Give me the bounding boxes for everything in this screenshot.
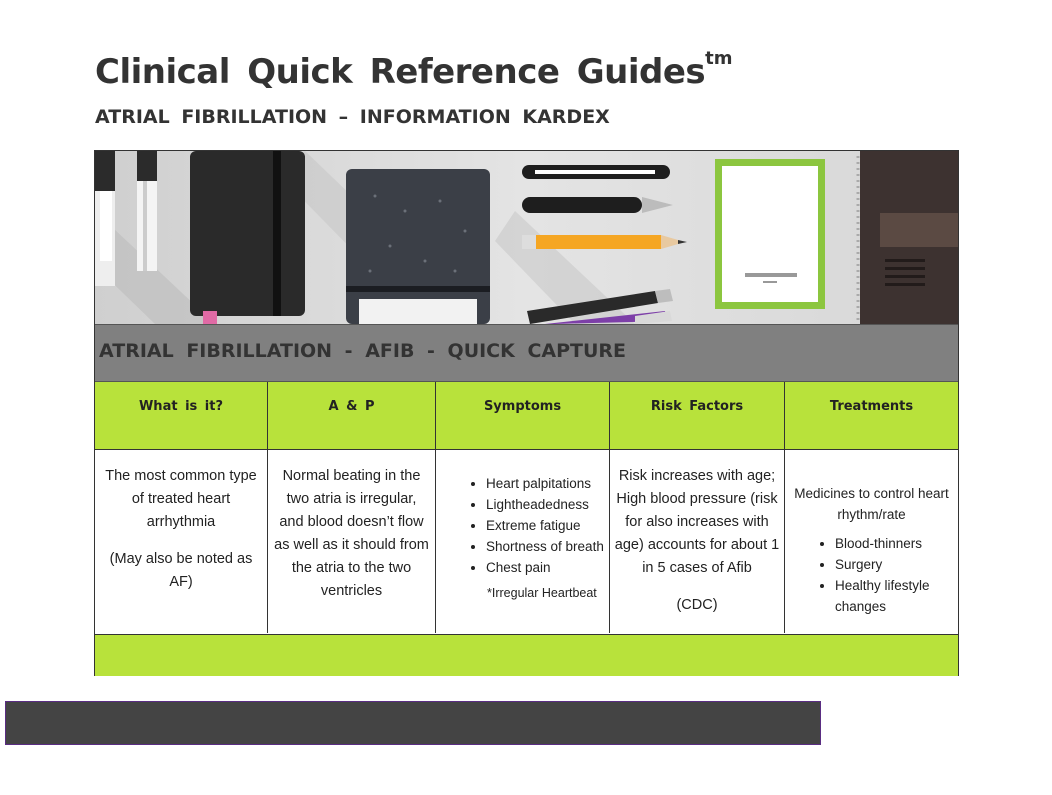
risk-text: Risk increases with age; High blood pressure (risk for also increases with age) accounts for about 1 in 5 cases of Afib [614,468,780,576]
page-footer-bar [5,701,821,745]
column-header-risk: Risk Factors [610,382,785,450]
card-footer-bar [95,634,958,676]
list-item: • Shortness of breath [486,536,609,557]
section-band-label: ATRIAL FIBRILLATION - AFIB - QUICK CAPTURE [99,340,627,362]
title-text: Clinical Quick Reference Guides [95,52,706,92]
reference-card [94,150,959,676]
risk-source: (CDC) [676,597,718,613]
list-item: • Chest pain [486,557,609,578]
column-header-what: What is it? [95,382,268,450]
stationery-banner [95,151,958,324]
ap-text: Normal beating in the two atria is irregular, and blood doesn’t flow as well as it should from the atria to the two ventricles [274,468,429,599]
symptoms-note: *Irregular Heartbeat [487,586,597,600]
list-item: • Healthy lifestyle changes [835,575,958,617]
cell-ap [268,450,436,633]
cell-risk [610,450,785,633]
what-note: (May also be noted as AF) [109,551,253,590]
book-icon [715,159,825,309]
treatments-list [785,533,958,617]
trademark-mark: tm [705,48,733,69]
treatments-intro: Medicines to control heart rhythm/rate [794,486,949,522]
symptoms-list [436,473,609,578]
pencil-icon [522,235,687,249]
list-item: • Blood-thinners [835,533,958,554]
column-header-symptoms: Symptoms [436,382,610,450]
spiral-notebook-icon [858,151,958,324]
page-title [95,48,733,92]
stationery-illustration [95,151,958,324]
what-text: The most common type of treated heart arrhythmia [105,468,257,530]
page-subtitle: ATRIAL FIBRILLATION – INFORMATION KARDEX [95,106,610,128]
list-item: • Heart palpitations [486,473,609,494]
cell-what [95,450,268,633]
section-band [95,324,958,382]
cell-treatments [785,450,958,633]
column-header-ap: A & P [268,382,436,450]
notebook-icon [190,151,305,324]
textured-notebook-icon [346,169,490,324]
list-item: • Extreme fatigue [486,515,609,536]
cell-symptoms [436,450,610,633]
list-item: • Lightheadedness [486,494,609,515]
column-header-treatments: Treatments [785,382,958,450]
list-item: • Surgery [835,554,958,575]
